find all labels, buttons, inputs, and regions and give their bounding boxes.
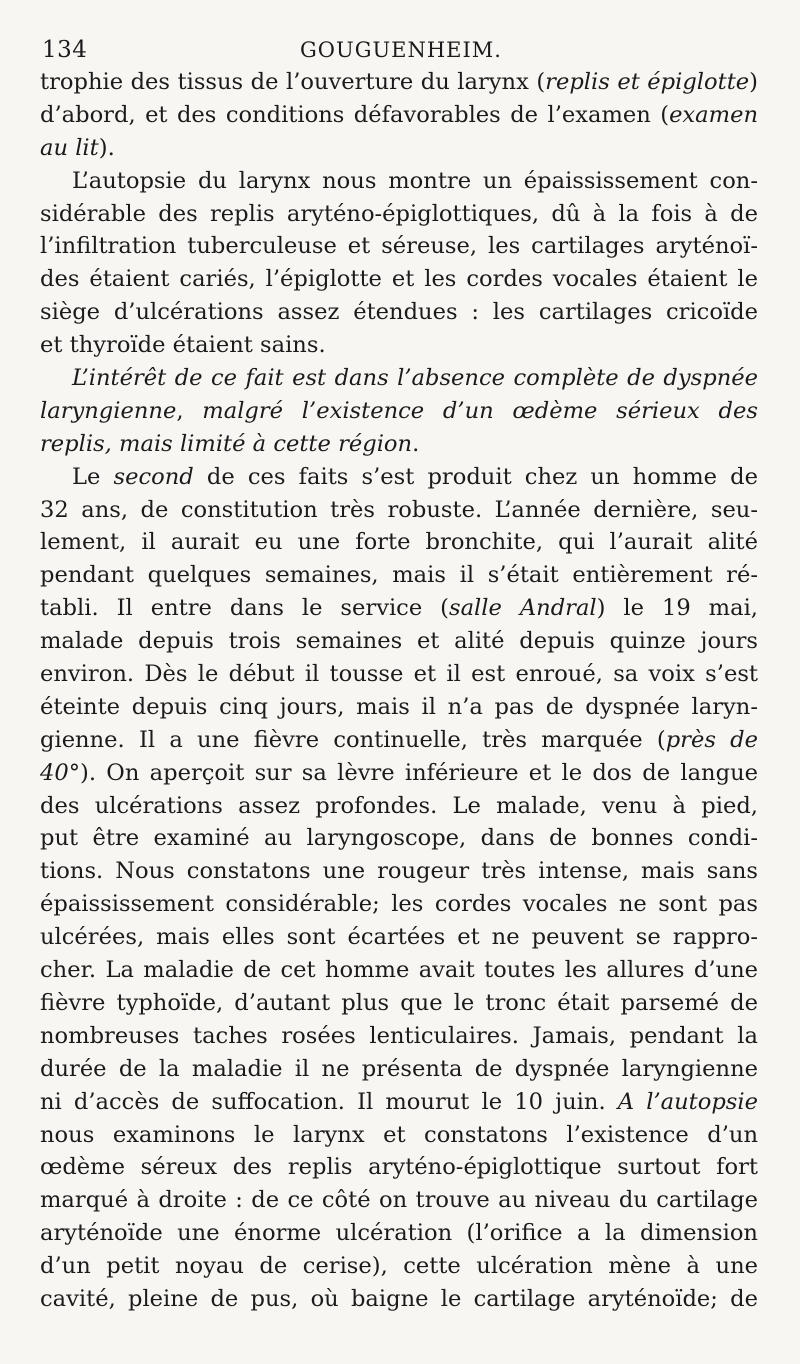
text-line bbox=[40, 1053, 758, 1086]
text-line bbox=[40, 921, 758, 954]
text-line bbox=[40, 362, 758, 395]
text-segment: ni d’accès de suffocation. Il mourut le 10 juin. bbox=[40, 1088, 618, 1115]
italic-text: L’intérêt de ce fait est dans l’absence complète de dyspnée bbox=[72, 365, 758, 392]
text-line bbox=[40, 592, 758, 625]
text-segment: ) le 19 mai, bbox=[596, 595, 758, 622]
text-segment: durée de la maladie il ne présenta de dyspnée laryngienne bbox=[40, 1055, 758, 1082]
text-line bbox=[40, 132, 758, 165]
text-line bbox=[40, 494, 758, 527]
text-segment: nous examinons le larynx et constatons l’existence d’un bbox=[40, 1121, 758, 1148]
text-segment: lement, il aurait eu une forte bronchite, qui l’aurait alité bbox=[40, 529, 758, 556]
text-line bbox=[40, 1217, 758, 1250]
text-segment: pendant quelques semaines, mais il s’était entièrement ré- bbox=[40, 562, 758, 589]
text-segment: nombreuses taches rosées lenticulaires. Jamais, pendant la bbox=[40, 1022, 758, 1049]
text-line bbox=[40, 625, 758, 658]
text-line bbox=[40, 724, 758, 757]
text-line bbox=[40, 954, 758, 987]
text-segment: éteinte depuis cinq jours, mais il n’a pas de dyspnée laryn- bbox=[40, 693, 758, 720]
text-line bbox=[40, 855, 758, 888]
text-segment: d’abord, et des conditions défavorables de l’examen ( bbox=[40, 101, 670, 128]
text-line bbox=[40, 559, 758, 592]
text-segment: gienne. Il a une fièvre continuelle, très marquée ( bbox=[40, 726, 666, 753]
text-line bbox=[40, 1086, 758, 1119]
italic-text: salle Andral bbox=[448, 595, 597, 622]
text-segment: fièvre typhoïde, d’autant plus que le tronc était parsemé de bbox=[40, 989, 758, 1016]
text-segment: ) bbox=[749, 69, 758, 95]
text-line bbox=[40, 691, 758, 724]
italic-text: malgré l’existence d’un œdème sérieux des bbox=[202, 397, 758, 424]
text-segment: marqué à droite : de ce côté on trouve au niveau du cartilage bbox=[40, 1187, 758, 1214]
text-segment: tabli. Il entre dans le service ( bbox=[40, 595, 449, 622]
italic-text: A l’autopsie bbox=[617, 1088, 758, 1115]
running-head: GOUGUENHEIM. bbox=[300, 38, 502, 62]
text-line bbox=[40, 888, 758, 921]
text-segment: 32 ans, de constitution très robuste. L’année dernière, seu- bbox=[40, 496, 758, 523]
text-line bbox=[40, 99, 758, 132]
text-line bbox=[40, 329, 758, 362]
text-line bbox=[40, 526, 758, 559]
text-segment: put être examiné au laryngoscope, dans de bonnes condi- bbox=[40, 825, 758, 852]
text-line bbox=[40, 1119, 758, 1152]
text-line bbox=[40, 263, 758, 296]
page-header bbox=[42, 34, 760, 66]
text-line bbox=[40, 1250, 758, 1283]
text-line bbox=[40, 1184, 758, 1217]
text-line bbox=[40, 296, 758, 329]
text-line bbox=[40, 987, 758, 1020]
text-line bbox=[40, 822, 758, 855]
text-segment: l’infiltration tuberculeuse et séreuse, les cartilages aryténoï- bbox=[40, 233, 758, 260]
text-segment: environ. Dès le début il tousse et il est enroué, sa voix s’est bbox=[40, 661, 758, 688]
text-segment: L’autopsie du larynx nous montre un épaississement con- bbox=[72, 167, 758, 194]
text-segment: Le bbox=[72, 463, 114, 490]
text-line bbox=[40, 1283, 758, 1316]
text-line bbox=[40, 790, 758, 823]
text-segment: aryténoïde une énorme ulcération (l’orifice a la dimension bbox=[40, 1220, 758, 1247]
text-line bbox=[40, 461, 758, 494]
text-segment: tions. Nous constatons une rougeur très intense, mais sans bbox=[40, 858, 758, 885]
text-segment: cavité, pleine de pus, où baigne le cartilage aryténoïde; de bbox=[40, 1285, 758, 1312]
text-segment: des étaient cariés, l’épiglotte et les cordes vocales étaient le bbox=[40, 266, 758, 293]
text-segment: . bbox=[412, 430, 420, 457]
text-line bbox=[40, 165, 758, 198]
body-text bbox=[40, 66, 758, 1316]
text-segment: ulcérées, mais elles sont écartées et ne peuvent se rappro- bbox=[40, 924, 758, 951]
text-line bbox=[40, 1020, 758, 1053]
text-segment: siège d’ulcérations assez étendues : les cartilages cricoïde bbox=[40, 299, 758, 326]
text-segment: ). bbox=[98, 134, 115, 161]
text-segment: malade depuis trois semaines et alité depuis quinze jours bbox=[40, 628, 758, 655]
italic-text: second bbox=[113, 463, 194, 490]
text-segment: sidérable des replis aryténo-épiglottiques, dû à la fois à de bbox=[40, 200, 758, 227]
text-line bbox=[40, 230, 758, 263]
italic-text: au lit bbox=[40, 134, 99, 161]
italic-text: replis, mais limité à cette région bbox=[40, 430, 413, 457]
text-segment: des ulcérations assez profondes. Le malade, venu à pied, bbox=[40, 792, 758, 819]
text-segment: d’un petit noyau de cerise), cette ulcération mène à une bbox=[40, 1253, 758, 1280]
text-line bbox=[40, 66, 758, 99]
text-segment: œdème séreux des replis aryténo-épiglottique surtout fort bbox=[40, 1154, 758, 1181]
italic-text: replis et épiglotte bbox=[545, 69, 750, 95]
text-line bbox=[40, 757, 758, 790]
text-line bbox=[40, 428, 758, 461]
text-line bbox=[40, 395, 758, 428]
text-segment: trophie des tissus de l’ouverture du larynx ( bbox=[40, 69, 546, 95]
italic-text: examen bbox=[669, 101, 758, 128]
italic-text: 40° bbox=[40, 759, 81, 786]
text-segment: ). On aperçoit sur sa lèvre inférieure et le dos de langue bbox=[80, 759, 758, 786]
text-line bbox=[40, 1151, 758, 1184]
text-segment: épaississement considérable; les cordes vocales ne sont pas bbox=[40, 891, 758, 918]
text-segment: , bbox=[176, 397, 203, 424]
text-line bbox=[40, 198, 758, 231]
text-segment: de ces faits s’est produit chez un homme de bbox=[193, 463, 758, 490]
page-number: 134 bbox=[42, 37, 88, 63]
text-segment: cher. La maladie de cet homme avait toutes les allures d’une bbox=[40, 957, 758, 984]
text-segment: et thyroïde étaient sains. bbox=[40, 332, 326, 359]
text-line bbox=[40, 658, 758, 691]
italic-text: laryngienne bbox=[40, 397, 177, 424]
italic-text: près de bbox=[665, 726, 758, 753]
